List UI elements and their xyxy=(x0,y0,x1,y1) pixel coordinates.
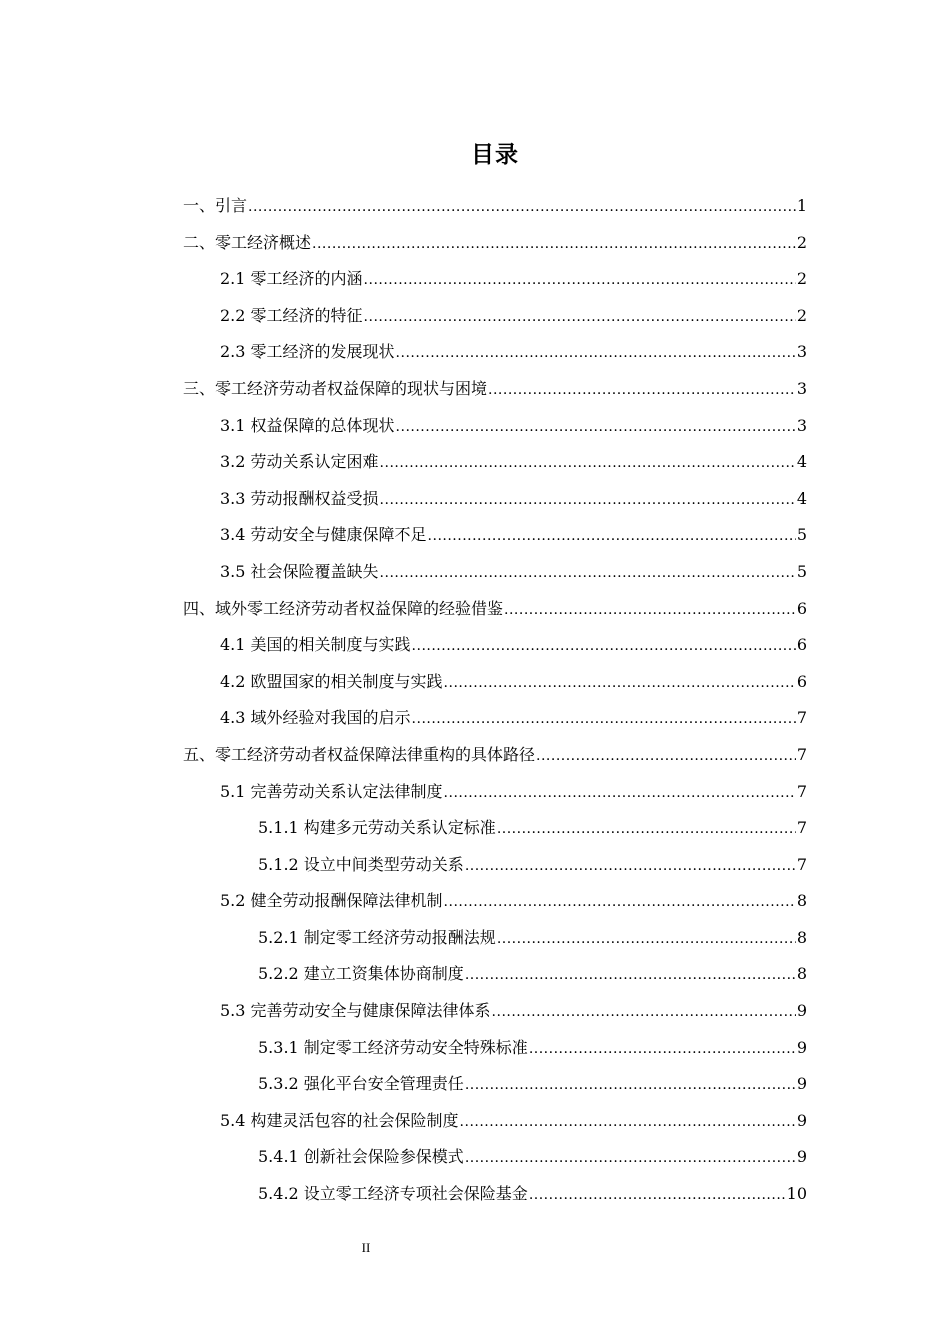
toc-dot-leader xyxy=(396,409,796,446)
toc-entry[interactable] xyxy=(183,225,807,262)
toc-entry-title: 5.1 完善劳动关系认定法律制度 xyxy=(220,781,443,801)
page-number: II xyxy=(361,1240,371,1255)
toc-dot-leader xyxy=(465,848,796,885)
toc-entry-title: 3.2 劳动关系认定困难 xyxy=(220,452,379,472)
toc-entry-title: 5.3.2 强化平台安全管理责任 xyxy=(258,1074,464,1094)
toc-dot-leader xyxy=(529,1177,786,1214)
toc-entry-title: 一、引言 xyxy=(183,196,248,215)
toc-entry[interactable] xyxy=(183,591,807,628)
toc-entry-title: 5.4 构建灵活包容的社会保险制度 xyxy=(220,1110,459,1130)
toc-dot-leader xyxy=(364,299,796,336)
toc-dot-leader xyxy=(460,1104,796,1141)
toc-entry-page-number: 6 xyxy=(796,598,807,618)
toc-entry[interactable] xyxy=(183,261,807,298)
toc-entry-title: 5.2.1 制定零工经济劳动报酬法规 xyxy=(258,927,496,947)
toc-entry-page-number: 7 xyxy=(796,854,807,874)
toc-entry[interactable] xyxy=(183,1103,807,1140)
toc-entry[interactable] xyxy=(183,334,807,371)
toc-entry[interactable] xyxy=(183,810,807,847)
toc-dot-leader xyxy=(412,628,796,665)
toc-entry-page-number: 9 xyxy=(796,1001,807,1021)
toc-entry-title: 三、零工经济劳动者权益保障的现状与困境 xyxy=(183,378,488,398)
toc-entry-page-number: 5 xyxy=(796,525,807,545)
toc-entry-page-number: 8 xyxy=(796,927,807,947)
toc-entry[interactable] xyxy=(183,371,807,408)
toc-entry-title: 四、域外零工经济劳动者权益保障的经验借鉴 xyxy=(183,598,504,618)
toc-entry-page-number: 5 xyxy=(796,561,807,581)
toc-entry-title: 2.3 零工经济的发展现状 xyxy=(220,342,395,362)
toc-entry-title: 5.4.1 创新社会保险参保模式 xyxy=(258,1147,464,1167)
toc-entry[interactable] xyxy=(183,847,807,884)
toc-entry-title: 二、零工经济概述 xyxy=(183,232,312,252)
toc-dot-leader xyxy=(444,665,796,702)
toc-entry-page-number: 2 xyxy=(796,269,807,289)
toc-entry-title: 4.1 美国的相关制度与实践 xyxy=(220,635,411,655)
toc-entry[interactable] xyxy=(183,993,807,1030)
toc-entry-page-number: 9 xyxy=(796,1110,807,1130)
toc-entry[interactable] xyxy=(183,408,807,445)
toc-entry-title: 3.3 劳动报酬权益受损 xyxy=(220,488,379,508)
toc-entry-page-number: 8 xyxy=(796,964,807,984)
toc-entry-page-number: 3 xyxy=(796,378,807,398)
toc-list xyxy=(183,188,807,1213)
toc-entry[interactable] xyxy=(183,774,807,811)
toc-entry[interactable] xyxy=(183,1030,807,1067)
toc-entry[interactable] xyxy=(183,920,807,957)
toc-entry-title: 5.2.2 建立工资集体协商制度 xyxy=(258,964,464,984)
toc-entry-title: 3.5 社会保险覆盖缺失 xyxy=(220,561,379,581)
toc-entry[interactable] xyxy=(183,627,807,664)
toc-entry-page-number: 2 xyxy=(796,232,807,252)
toc-entry-page-number: 9 xyxy=(796,1037,807,1057)
toc-dot-leader xyxy=(444,884,796,921)
toc-dot-leader xyxy=(428,518,796,555)
page-title: 目录 xyxy=(471,142,519,168)
toc-entry-title: 5.1.1 构建多元劳动关系认定标准 xyxy=(258,818,496,838)
toc-entry-title: 4.3 域外经验对我国的启示 xyxy=(220,708,411,728)
toc-entry-title: 2.1 零工经济的内涵 xyxy=(220,269,363,289)
toc-entry-title: 五、零工经济劳动者权益保障法律重构的具体路径 xyxy=(183,744,536,764)
toc-entry-page-number: 4 xyxy=(796,488,807,508)
toc-dot-leader xyxy=(497,811,796,848)
toc-entry[interactable] xyxy=(183,737,807,774)
toc-entry-title: 2.2 零工经济的特征 xyxy=(220,305,363,325)
toc-dot-leader xyxy=(492,994,796,1031)
toc-entry[interactable] xyxy=(183,298,807,335)
toc-entry-page-number: 7 xyxy=(796,818,807,838)
toc-dot-leader xyxy=(248,189,796,226)
toc-dot-leader xyxy=(488,372,796,409)
toc-entry[interactable] xyxy=(183,554,807,591)
toc-entry-page-number: 3 xyxy=(796,342,807,362)
toc-entry[interactable] xyxy=(183,444,807,481)
toc-entry[interactable] xyxy=(183,1066,807,1103)
toc-entry-title: 3.4 劳动安全与健康保障不足 xyxy=(220,525,427,545)
toc-entry-page-number: 9 xyxy=(796,1074,807,1094)
toc-dot-leader xyxy=(380,482,796,519)
toc-entry-title: 5.4.2 设立零工经济专项社会保险基金 xyxy=(258,1184,528,1204)
toc-entry[interactable] xyxy=(183,481,807,518)
toc-dot-leader xyxy=(396,335,796,372)
toc-dot-leader xyxy=(504,592,796,629)
toc-entry-page-number: 9 xyxy=(796,1147,807,1167)
toc-entry-page-number: 2 xyxy=(796,305,807,325)
toc-entry-title: 4.2 欧盟国家的相关制度与实践 xyxy=(220,671,443,691)
toc-dot-leader xyxy=(529,1031,796,1068)
toc-entry-page-number: 6 xyxy=(796,635,807,655)
toc-entry[interactable] xyxy=(183,956,807,993)
toc-dot-leader xyxy=(380,445,796,482)
toc-dot-leader xyxy=(412,701,796,738)
toc-entry[interactable] xyxy=(183,700,807,737)
toc-dot-leader xyxy=(380,555,796,592)
toc-entry[interactable] xyxy=(183,1139,807,1176)
toc-entry-title: 3.1 权益保障的总体现状 xyxy=(220,415,395,435)
toc-entry-title: 5.3.1 制定零工经济劳动安全特殊标准 xyxy=(258,1037,528,1057)
toc-entry-page-number: 7 xyxy=(796,708,807,728)
toc-entry-title: 5.1.2 设立中间类型劳动关系 xyxy=(258,854,464,874)
toc-dot-leader xyxy=(465,957,796,994)
toc-entry-page-number: 7 xyxy=(796,781,807,801)
toc-dot-leader xyxy=(465,1067,796,1104)
toc-entry-page-number: 8 xyxy=(796,891,807,911)
toc-entry[interactable] xyxy=(183,883,807,920)
toc-dot-leader xyxy=(444,775,796,812)
toc-entry-page-number: 10 xyxy=(786,1184,807,1204)
toc-entry-title: 5.3 完善劳动安全与健康保障法律体系 xyxy=(220,1001,491,1021)
toc-dot-leader xyxy=(536,738,796,775)
toc-entry-page-number: 4 xyxy=(796,452,807,472)
toc-entry-page-number: 3 xyxy=(796,415,807,435)
toc-entry[interactable] xyxy=(183,664,807,701)
toc-dot-leader xyxy=(312,226,796,263)
toc-entry[interactable] xyxy=(183,517,807,554)
toc-dot-leader xyxy=(497,921,796,958)
toc-entry[interactable] xyxy=(183,188,807,225)
toc-dot-leader xyxy=(465,1140,796,1177)
toc-entry-page-number: 7 xyxy=(796,744,807,764)
toc-dot-leader xyxy=(364,262,796,299)
toc-entry[interactable] xyxy=(183,1176,807,1213)
toc-entry-page-number: 1 xyxy=(796,196,807,215)
toc-entry-title: 5.2 健全劳动报酬保障法律机制 xyxy=(220,891,443,911)
toc-entry-page-number: 6 xyxy=(796,671,807,691)
